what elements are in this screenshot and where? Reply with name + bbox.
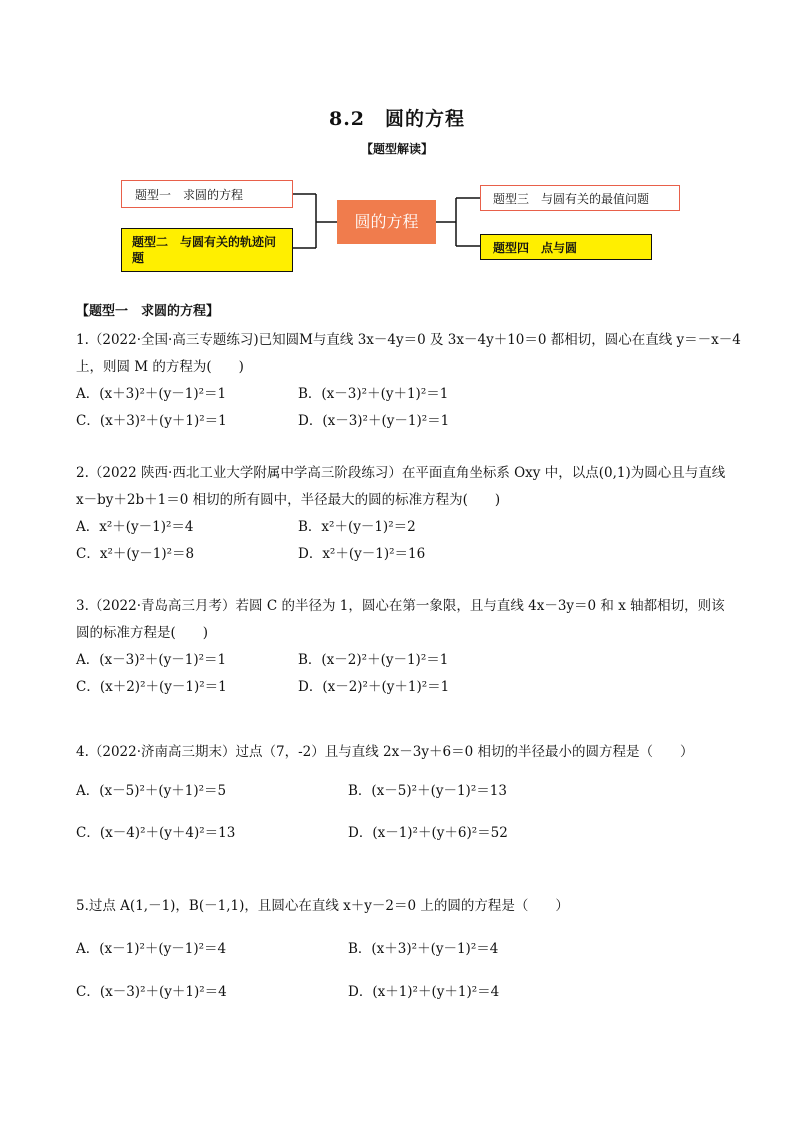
question-5-option-c: C．(x－3)²＋(y＋1)²＝4 <box>76 984 227 1000</box>
question-3-option-b: B．(x－2)²＋(y－1)²＝1 <box>298 652 449 668</box>
mindmap-node-type1: 题型一 求圆的方程 <box>121 180 293 208</box>
question-2-option-d: D．x²＋(y－1)²＝16 <box>298 546 426 562</box>
question-3-option-a: A．(x－3)²＋(y－1)²＝1 <box>76 652 227 668</box>
mindmap-node-type2: 题型二 与圆有关的轨迹问题 <box>121 228 293 272</box>
question-1-option-c: C．(x＋3)²＋(y＋1)²＝1 <box>76 413 227 429</box>
question-5-line-1: 5.过点 A(1,－1)，B(－1,1)，且圆心在直线 x＋y－2＝0 上的圆的方程是（ ） <box>76 898 569 914</box>
question-4-option-c: C．(x－4)²＋(y＋4)²＝13 <box>76 825 236 841</box>
page-title: 8.2 圆的方程 <box>328 108 466 130</box>
question-2-option-a: A．x²＋(y－1)²＝4 <box>76 519 194 535</box>
question-1-line-2: 上，则圆 M 的方程为( ) <box>76 359 244 375</box>
mindmap-node-type4: 题型四 点与圆 <box>480 234 652 260</box>
question-3-option-d: D．(x－2)²＋(y＋1)²＝1 <box>298 679 450 695</box>
question-3-line-2: 圆的标准方程是( ) <box>76 625 209 641</box>
question-4-option-a: A．(x－5)²＋(y＋1)²＝5 <box>76 783 227 799</box>
question-1-option-b: B．(x－3)²＋(y＋1)²＝1 <box>298 386 449 402</box>
question-4-line-1: 4.（2022·济南高三期末）过点（7，-2）且与直线 2x－3y＋6＝0 相切的半径最小的圆方程是（ ） <box>76 744 694 760</box>
question-1-option-d: D．(x－3)²＋(y－1)²＝1 <box>298 413 450 429</box>
question-4-option-b: B．(x－5)²＋(y－1)²＝13 <box>348 783 507 799</box>
question-5-option-b: B．(x＋3)²＋(y－1)²＝4 <box>348 941 499 957</box>
question-2-line-1: 2.（2022 陕西·西北工业大学附属中学高三阶段练习）在平面直角坐标系 Oxy 中，以点(0,1)为圆心且与直线 <box>76 465 726 481</box>
mindmap-connectors <box>0 0 794 300</box>
question-5-option-d: D．(x＋1)²＋(y＋1)²＝4 <box>348 984 500 1000</box>
question-3-option-c: C．(x＋2)²＋(y－1)²＝1 <box>76 679 227 695</box>
question-2-option-b: B．x²＋(y－1)²＝2 <box>298 519 416 535</box>
mindmap-node-type3: 题型三 与圆有关的最值问题 <box>480 185 680 211</box>
question-2-option-c: C．x²＋(y－1)²＝8 <box>76 546 195 562</box>
question-5-option-a: A．(x－1)²＋(y－1)²＝4 <box>76 941 227 957</box>
question-1-option-a: A．(x＋3)²＋(y－1)²＝1 <box>76 386 227 402</box>
question-3-line-1: 3.（2022·青岛高三月考）若圆 C 的半径为 1，圆心在第一象限，且与直线 4x－3y＝0 和 x 轴都相切，则该 <box>76 598 725 614</box>
mindmap-center-node: 圆的方程 <box>337 200 436 244</box>
question-4-option-d: D．(x－1)²＋(y＋6)²＝52 <box>348 825 508 841</box>
section-subtitle: 【题型解读】 <box>360 142 433 156</box>
section-heading: 【题型一 求圆的方程】 <box>76 304 220 319</box>
question-2-line-2: x－by＋2b＋1＝0 相切的所有圆中，半径最大的圆的标准方程为( ) <box>76 492 501 508</box>
question-1-line-1: 1.（2022·全国·高三专题练习)已知圆M与直线 3x－4y＝0 及 3x－4y＋10＝0 都相切，圆心在直线 y＝－x－4 <box>76 332 741 348</box>
